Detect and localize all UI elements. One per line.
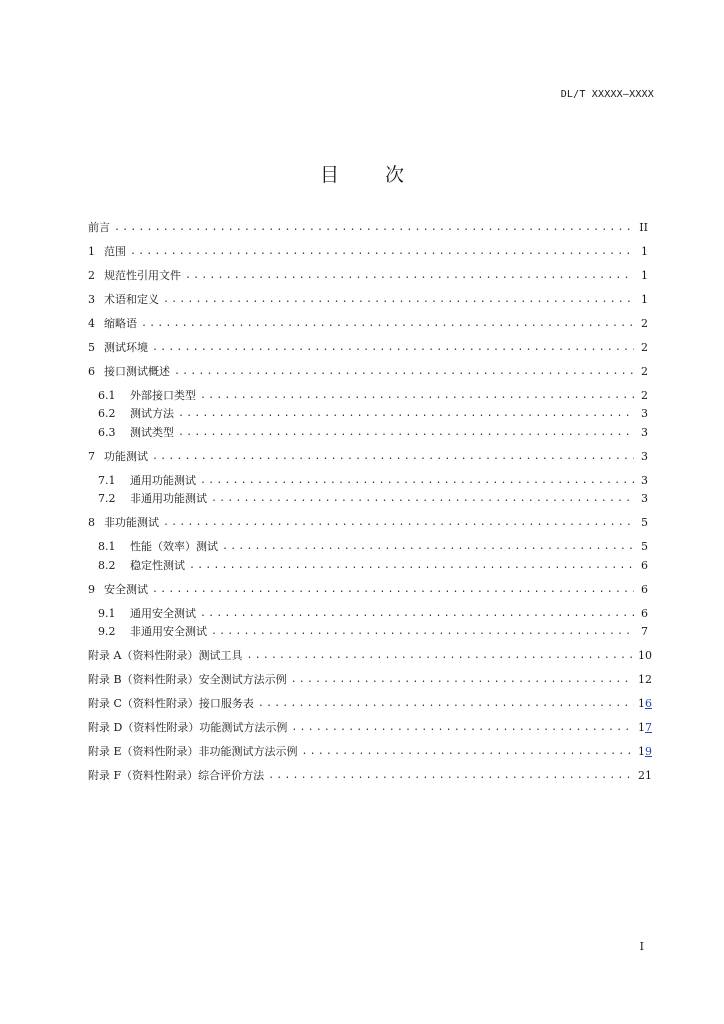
toc-entry-label: 测试方法 xyxy=(130,407,174,420)
toc-entry-page: 2 xyxy=(641,365,648,378)
annex-code: 附录 F（资料性附录） xyxy=(88,769,199,782)
toc-entry[interactable] xyxy=(98,557,648,573)
toc-entry[interactable] xyxy=(98,472,648,488)
toc-entry-label: 非通用功能测试 xyxy=(130,492,207,505)
toc-annex-entry[interactable] xyxy=(88,695,652,711)
annex-page-link[interactable]: 7 xyxy=(645,721,652,734)
toc-entry-label: 缩略语 xyxy=(104,317,137,330)
toc-annex-entry[interactable] xyxy=(88,671,652,687)
toc-entry-number: 8.2 xyxy=(98,559,116,572)
leader-dots xyxy=(211,625,634,639)
toc-entry-page: 3 xyxy=(641,474,648,487)
toc-entry-number: 9.1 xyxy=(98,607,116,620)
toc-entry-page: 6 xyxy=(641,583,648,596)
toc-entry[interactable] xyxy=(88,339,648,355)
toc-entry[interactable] xyxy=(88,291,648,307)
leader-dots xyxy=(163,516,634,530)
toc-entry-number: 7.1 xyxy=(98,474,116,487)
leader-dots xyxy=(174,365,634,379)
toc-entry-page: 3 xyxy=(641,492,648,505)
toc-annex-entry[interactable] xyxy=(88,743,652,759)
annex-title: 功能测试方法示例 xyxy=(199,721,288,734)
annex-page-link[interactable]: 6 xyxy=(645,697,652,710)
annex-code: 附录 A（资料性附录） xyxy=(88,649,199,662)
toc-entry-number: 6.1 xyxy=(98,389,116,402)
toc-entry-page: 2 xyxy=(641,389,648,402)
toc-entry-page: 6 xyxy=(641,607,648,620)
toc-entry-number: 8.1 xyxy=(98,540,116,553)
toc-entry[interactable] xyxy=(88,448,648,464)
toc-entry-label: 性能（效率）测试 xyxy=(130,540,218,553)
annex-page[interactable]: 12 xyxy=(638,673,652,686)
toc-entry[interactable] xyxy=(88,243,648,259)
page-title: 目 次 xyxy=(319,164,425,186)
leader-dots xyxy=(246,649,634,663)
page-number: I xyxy=(639,940,644,953)
leader-dots xyxy=(258,697,634,711)
toc-entry[interactable] xyxy=(88,363,648,379)
annex-title: 安全测试方法示例 xyxy=(198,673,287,686)
leader-dots xyxy=(152,450,634,464)
toc-annex-entry[interactable] xyxy=(88,767,652,783)
annex-title: 综合评价方法 xyxy=(198,769,265,782)
leader-dots xyxy=(152,583,634,597)
toc-entry-label: 非功能测试 xyxy=(104,516,159,529)
leader-dots xyxy=(178,426,634,440)
annex-page-main: 1 xyxy=(638,721,645,734)
toc-entry-page: II xyxy=(639,221,648,234)
toc-entry-number: 6.3 xyxy=(98,426,116,439)
toc-entry-number: 2 xyxy=(88,269,95,282)
toc-entry-page: 6 xyxy=(641,559,648,572)
toc-entry-page: 1 xyxy=(641,245,648,258)
leader-dots xyxy=(291,721,634,735)
toc-entry-label: 外部接口类型 xyxy=(130,389,196,402)
annex-title: 接口服务表 xyxy=(198,697,254,710)
annex-page[interactable]: 10 xyxy=(638,649,652,662)
toc-entry[interactable] xyxy=(98,424,648,440)
toc-entry[interactable] xyxy=(98,490,648,506)
annex-page-link[interactable]: 9 xyxy=(645,745,652,758)
leader-dots xyxy=(211,492,634,506)
toc-entry-page: 1 xyxy=(641,269,648,282)
annex-code: 附录 B（资料性附录） xyxy=(88,673,199,686)
leader-dots xyxy=(189,559,634,573)
annex-page[interactable] xyxy=(638,745,652,759)
annex-title: 测试工具 xyxy=(198,649,243,662)
toc-entry-label: 范围 xyxy=(104,245,126,258)
toc-entry-label: 规范性引用文件 xyxy=(104,269,181,282)
annex-code: 附录 E（资料性附录） xyxy=(88,745,199,758)
leader-dots xyxy=(114,221,634,235)
toc-entry-page: 3 xyxy=(641,407,648,420)
annex-page-main: 1 xyxy=(638,697,645,710)
leader-dots xyxy=(302,745,634,759)
toc-entry-number: 7.2 xyxy=(98,492,116,505)
toc-entry-page: 7 xyxy=(641,625,648,638)
toc-entry-number: 9 xyxy=(88,583,95,596)
toc-entry-number: 7 xyxy=(88,450,95,463)
toc-entry-label: 功能测试 xyxy=(104,450,148,463)
annex-page[interactable]: 21 xyxy=(638,769,652,782)
toc-entry-number: 1 xyxy=(88,245,95,258)
annex-page[interactable] xyxy=(638,697,652,711)
toc-entry-number: 6.2 xyxy=(98,407,116,420)
toc-entry-label: 测试环境 xyxy=(104,341,148,354)
leader-dots xyxy=(222,540,634,554)
toc-entry-label: 测试类型 xyxy=(130,426,174,439)
toc-entry[interactable] xyxy=(88,267,648,283)
leader-dots xyxy=(152,341,634,355)
toc-entry-label: 稳定性测试 xyxy=(130,559,185,572)
leader-dots xyxy=(268,769,634,783)
toc-entry-number: 3 xyxy=(88,293,95,306)
toc-entry-page: 5 xyxy=(641,516,648,529)
toc-entry[interactable] xyxy=(98,605,648,621)
toc-entry-label: 通用功能测试 xyxy=(130,474,196,487)
leader-dots xyxy=(291,673,634,687)
toc-entry-page: 1 xyxy=(641,293,648,306)
toc-entry-number: 6 xyxy=(88,365,95,378)
toc-entry[interactable] xyxy=(88,581,648,597)
annex-title: 非功能测试方法示例 xyxy=(198,745,298,758)
toc-entry-label: 非通用安全测试 xyxy=(130,625,207,638)
leader-dots xyxy=(185,269,634,283)
leader-dots xyxy=(200,607,634,621)
toc-entry-page: 3 xyxy=(641,450,648,463)
toc-entry-page: 2 xyxy=(641,317,648,330)
toc-entry[interactable] xyxy=(98,538,648,554)
toc-entry-page: 5 xyxy=(641,540,648,553)
toc-entry-label: 通用安全测试 xyxy=(130,607,196,620)
toc-entry-number: 8 xyxy=(88,516,95,529)
toc-entry[interactable] xyxy=(98,387,648,403)
toc-entry-number: 9.2 xyxy=(98,625,116,638)
toc-entry[interactable] xyxy=(88,514,648,530)
toc-entry-number: 4 xyxy=(88,317,95,330)
leader-dots xyxy=(200,474,634,488)
toc-entry[interactable] xyxy=(98,405,648,421)
toc-entry[interactable] xyxy=(88,315,648,331)
toc-entry[interactable] xyxy=(88,219,648,235)
leader-dots xyxy=(141,317,634,331)
leader-dots xyxy=(130,245,634,259)
annex-code: 附录 C（资料性附录） xyxy=(88,697,199,710)
annex-page-main: 1 xyxy=(638,745,645,758)
toc-entry-label: 前言 xyxy=(88,221,110,234)
leader-dots xyxy=(178,407,634,421)
leader-dots xyxy=(200,389,634,403)
standard-code: DL/T XXXXX—XXXX xyxy=(560,89,654,100)
toc-annex-entry[interactable] xyxy=(88,719,652,735)
annex-code: 附录 D（资料性附录） xyxy=(88,721,200,734)
annex-page[interactable] xyxy=(638,721,652,735)
toc-entry-label: 安全测试 xyxy=(104,583,148,596)
toc-entry-number: 5 xyxy=(88,341,95,354)
toc-entry-label: 术语和定义 xyxy=(104,293,159,306)
toc-entry[interactable] xyxy=(98,623,648,639)
toc-entry-label: 接口测试概述 xyxy=(104,365,170,378)
toc-entry-page: 3 xyxy=(641,426,648,439)
toc-annex-entry[interactable] xyxy=(88,647,652,663)
leader-dots xyxy=(163,293,634,307)
toc-entry-page: 2 xyxy=(641,341,648,354)
